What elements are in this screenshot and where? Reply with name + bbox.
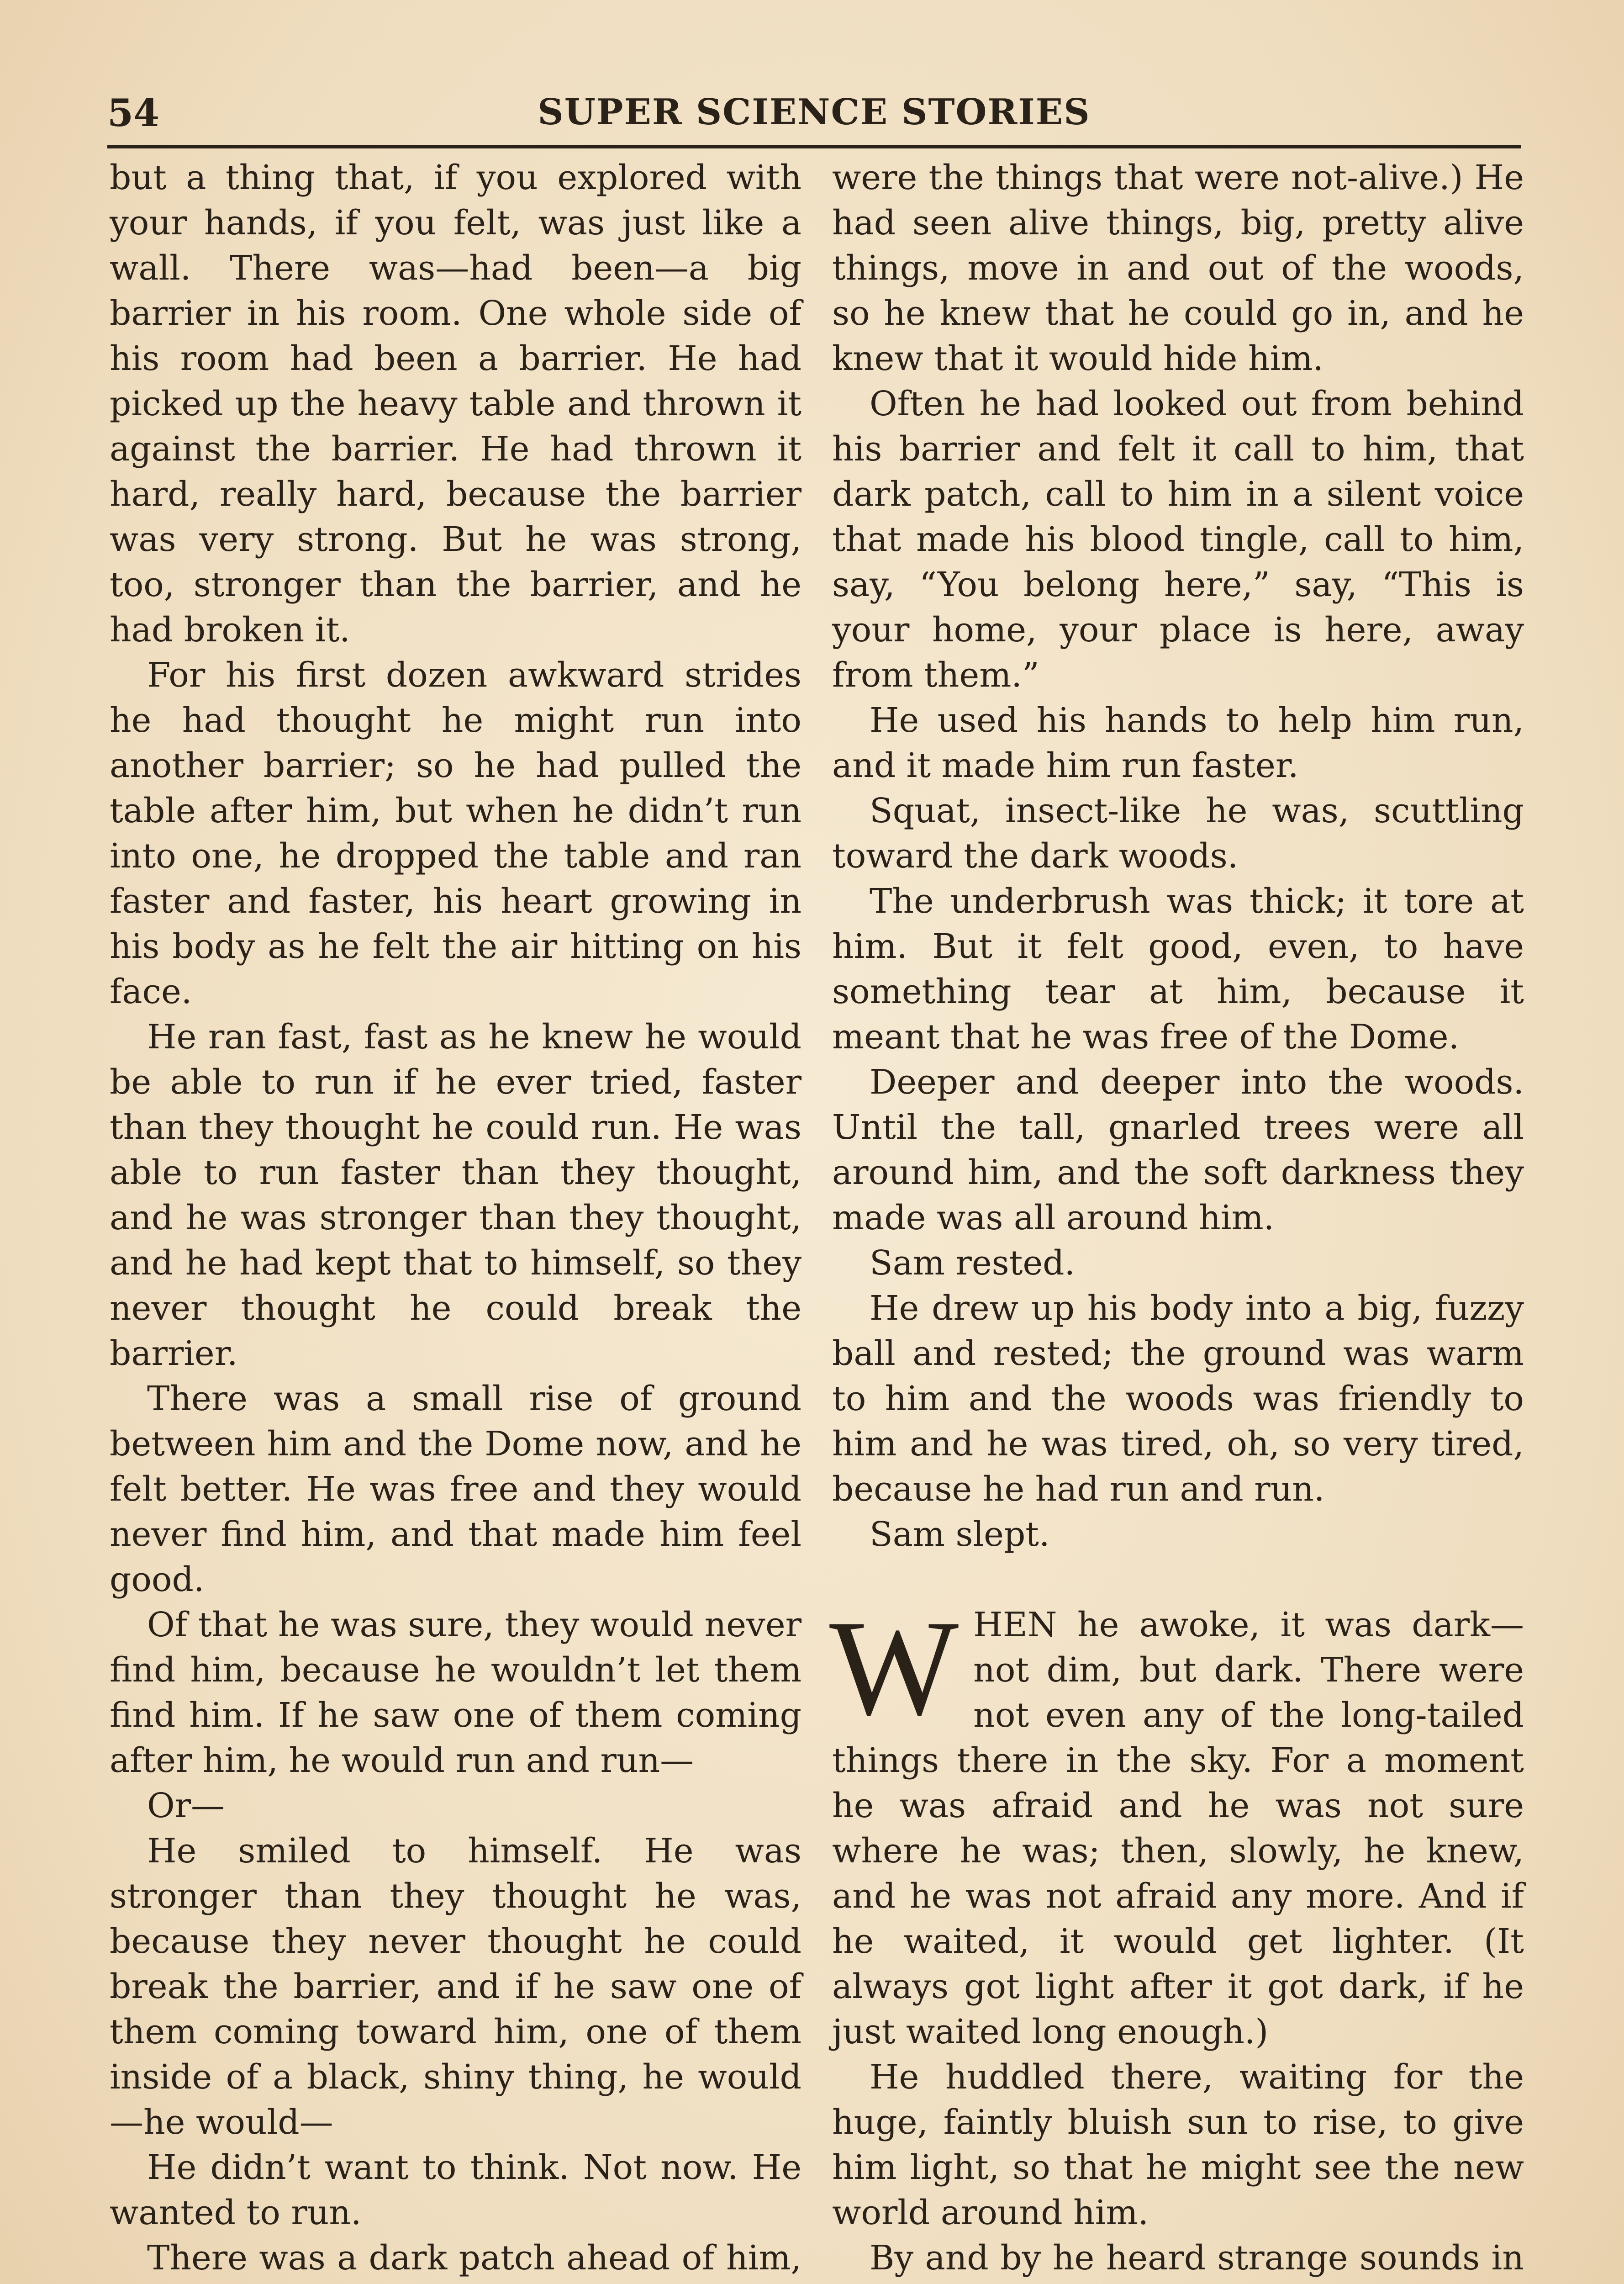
paragraph: Of that he was sure, they would never find him, because he wouldn’t let them find him. If he saw one of them coming after him, he would run and run—: [110, 1605, 801, 1780]
paragraph: Deeper and deeper into the woods. Until the tall, gnarled trees were all around him, and the soft darkness they made was all around him.: [832, 1063, 1524, 1237]
right-column: [829, 155, 1524, 2284]
paragraph: were the things that were not-alive.) He had seen alive things, big, pretty alive things, move in and out of the woods, so he knew that he could go in, and he knew that it would hide him.: [832, 158, 1524, 378]
paragraph: but a thing that, if you explored with your hands, if you felt, was just like a wall. There was—had been—a big barrier in his room. One whole side of his room had been a barrier. He had picked up the heavy table and thrown it against the barrier. He had thrown it hard, really hard, because the barrier was very strong. But he was strong, too, stronger than the barrier, and he had broken it.: [110, 158, 801, 650]
paragraph: He smiled to himself. He was stronger than they thought he was, because they never thought he could break the barrier, and if he saw one of them coming toward him, one of them inside of a black, shiny thing, he would—he would—: [110, 1831, 801, 2142]
paragraph: He used his hands to help him run, and it made him run faster.: [832, 701, 1524, 785]
paragraph: There was a small rise of ground between him and the Dome now, and he felt better. He was free and they would never find him, and that made him feel good.: [110, 1379, 801, 1599]
paragraph: There was a dark patch ahead of him,: [147, 2238, 801, 2278]
paragraph: For his first dozen awkward strides he had thought he might run into another barrier; so he had pulled the table after him, but when he didn’t run into one, he dropped the table and ran faster and faster, his heart growing in his body as he felt the air hitting on his face.: [110, 656, 801, 1011]
paragraph: He didn’t want to think. Not now. He wanted to run.: [110, 2148, 801, 2232]
running-title: SUPER SCIENCE STORIES: [538, 91, 1091, 133]
paragraph: By and by he heard strange sounds in: [870, 2238, 1524, 2278]
dropcap-paragraph-text: HEN he awoke, it was dark—not dim, but dark. There were not even any of the long-tailed things there in the sky. For a moment he was afraid and he was not sure where he was; then, slowly, he knew, and he was not afraid any more. And if he waited, it would get lighter. (It always got light after it got dark, if he just waited long enough.): [832, 1605, 1524, 2051]
paragraph: The underbrush was thick; it tore at him. But it felt good, even, to have something tear at him, because it meant that he was free of the Dome.: [832, 882, 1524, 1057]
dropcap-paragraph: [829, 1592, 1524, 2055]
paragraph: He drew up his body into a big, fuzzy ball and rested; the ground was warm to him and the woods was friendly to him and he was tired, oh, so very tired, because he had run and run.: [832, 1289, 1524, 1509]
header-rule: [107, 145, 1521, 148]
paragraph: Squat, insect-like he was, scuttling toward the dark woods.: [832, 791, 1524, 876]
paragraph: Often he had looked out from behind his barrier and felt it call to him, that dark patch, call to him in a silent voice that made his blood tingle, call to him, say, “You belong here,” say, “This is your home, your place is here, away from them.”: [832, 384, 1524, 695]
paragraph: Sam rested.: [870, 1243, 1076, 1283]
left-column: [110, 155, 801, 2284]
paragraph: Sam slept.: [870, 1515, 1050, 1554]
paragraph: Or—: [147, 1786, 225, 1825]
drop-cap: W: [829, 1592, 959, 1744]
page-number: 54: [107, 91, 160, 135]
paragraph: He huddled there, waiting for the huge, faintly bluish sun to rise, to give him light, so that he might see the new world around him.: [832, 2057, 1524, 2232]
page-header: [107, 82, 1521, 142]
paragraph: He ran fast, fast as he knew he would be able to run if he ever tried, faster than they thought he could run. He was able to run faster than they thought, and he was stronger than they thought, and he had kept that to himself, so they never thought he could break the barrier.: [110, 1017, 801, 1373]
